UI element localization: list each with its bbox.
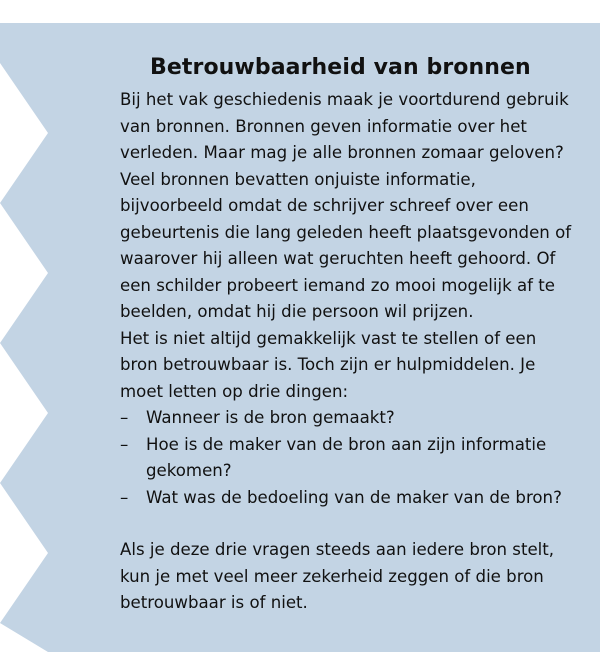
list-item-text: Wat was de bedoeling van de maker van de bron?: [146, 487, 562, 507]
text-line: een schilder probeert iemand zo mooi mogelijk af te: [120, 275, 555, 295]
dash-bullet: –: [120, 408, 129, 427]
zigzag-edge-decoration: [0, 23, 48, 652]
dash-bullet: –: [120, 487, 129, 507]
text-line: bijvoorbeeld omdat de schrijver schreef over een: [120, 196, 529, 215]
list-item-text: Wanneer is de bron gemaakt?: [146, 408, 395, 427]
text-line: kun je met veel meer zekerheid zeggen of die bron: [120, 566, 544, 586]
paragraph-spacer: [120, 511, 590, 537]
conclusion-paragraph: [120, 537, 590, 617]
list-item-text: Hoe is de maker van de bron aan zijn informatie: [146, 434, 547, 454]
list-item: [120, 432, 590, 485]
list-item-text: gekomen?: [146, 461, 232, 480]
text-line: Als je deze drie vragen steeds aan iedere bron stelt,: [120, 540, 555, 559]
text-line: betrouwbaar is of niet.: [120, 593, 308, 612]
list-item: [120, 485, 590, 512]
tools-paragraph: [120, 326, 590, 406]
text-line: Het is niet altijd gemakkelijk vast te stellen of een: [120, 328, 537, 348]
list-item: [120, 405, 590, 432]
text-line: Veel bronnen bevatten onjuiste informatie,: [120, 169, 476, 189]
text-line: beelden, omdat hij die persoon wil prijzen.: [120, 302, 474, 321]
text-line: waarover hij alleen wat geruchten heeft gehoord. Of: [120, 249, 556, 268]
question-list: [120, 405, 590, 511]
text-line: Bij het vak geschiedenis maak je voortdurend gebruik: [120, 90, 569, 109]
text-line: van bronnen. Bronnen geven informatie over het: [120, 116, 527, 136]
text-line: gebeurtenis die lang geleden heeft plaatsgevonden of: [120, 222, 572, 242]
dash-bullet: –: [120, 434, 129, 454]
intro-paragraph: [120, 87, 590, 326]
text-line: verleden. Maar mag je alle bronnen zomaar geloven?: [120, 143, 564, 162]
info-box: [0, 23, 600, 652]
text-line: moet letten op drie dingen:: [120, 381, 349, 401]
article-content: [120, 53, 590, 617]
text-line: bron betrouwbaar is. Toch zijn er hulpmiddelen. Je: [120, 355, 536, 374]
article-title: Betrouwbaarheid van bronnen: [150, 55, 531, 80]
